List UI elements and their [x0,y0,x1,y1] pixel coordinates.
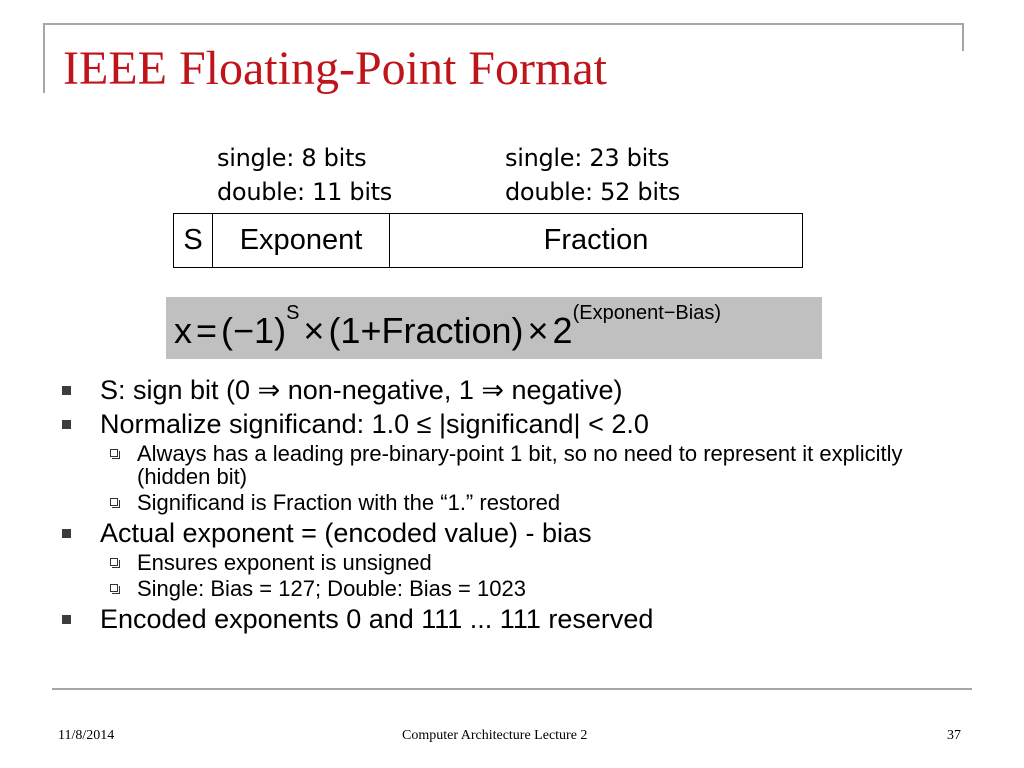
bullet-list [60,374,980,637]
exponent-field: Exponent [213,214,390,267]
frame-right-rule [962,23,964,51]
list-item [60,442,980,488]
footer-date: 11/8/2014 [58,728,115,743]
bullet-text: Normalize significand: 1.0 ≤ |significand| < 2.0 [100,409,649,439]
box-bullet-icon [110,449,118,457]
box-bullet-icon [110,498,118,506]
list-item [60,551,980,574]
box-bullet-icon [110,584,118,592]
formula-base-exponent: S [286,302,300,324]
bit-field-diagram [173,213,803,268]
formula-base: (−1) [221,310,287,351]
square-bullet-icon [62,615,71,624]
sign-field: S [174,214,213,267]
box-bullet-icon [110,558,118,566]
bullet-text: Always has a leading pre-binary-point 1 bit, so no need to represent it explicitly (hidden bit) [137,441,903,489]
square-bullet-icon [62,529,71,538]
fraction-field: Fraction [543,224,649,256]
formula-times-1: × [303,310,325,351]
footer-page-number: 37 [947,728,961,743]
formula-two: 2 [552,310,573,351]
bullet-text: S: sign bit (0 ⇒ non-negative, 1 ⇒ negative) [100,375,623,405]
footer-course-title: Computer Architecture Lecture 2 [402,728,588,743]
formula-equals: = [196,310,218,351]
fraction-double-caption: double: 52 bits [505,178,680,206]
list-item [60,577,980,600]
fraction-caption [505,141,680,209]
exponent-single-caption: single: 8 bits [217,144,367,172]
list-item [60,517,980,549]
formula-times-2: × [527,310,549,351]
exponent-double-caption: double: 11 bits [217,178,392,206]
exponent-caption [217,141,392,209]
formula-middle: (1+Fraction) [328,310,524,351]
formula-x: x [174,310,192,351]
frame-bottom-rule [52,688,972,690]
list-item [60,408,980,440]
list-item [60,603,980,635]
bullet-text: Significand is Fraction with the “1.” restored [137,490,561,515]
square-bullet-icon [62,386,71,395]
square-bullet-icon [62,420,71,429]
slide-title: IEEE Floating-Point Format [63,42,607,95]
formula-power: (Exponent−Bias) [572,302,721,324]
frame-top-rule [43,23,963,25]
bullet-text: Actual exponent = (encoded value) - bias [100,518,592,548]
frame-left-rule [43,23,45,93]
formula-box [166,297,822,359]
bullet-text: Encoded exponents 0 and 111 ... 111 reserved [100,604,654,634]
bullet-text: Single: Bias = 127; Double: Bias = 1023 [137,576,526,601]
fraction-single-caption: single: 23 bits [505,144,670,172]
bullet-text: Ensures exponent is unsigned [137,550,432,575]
list-item [60,374,980,406]
list-item [60,491,980,514]
